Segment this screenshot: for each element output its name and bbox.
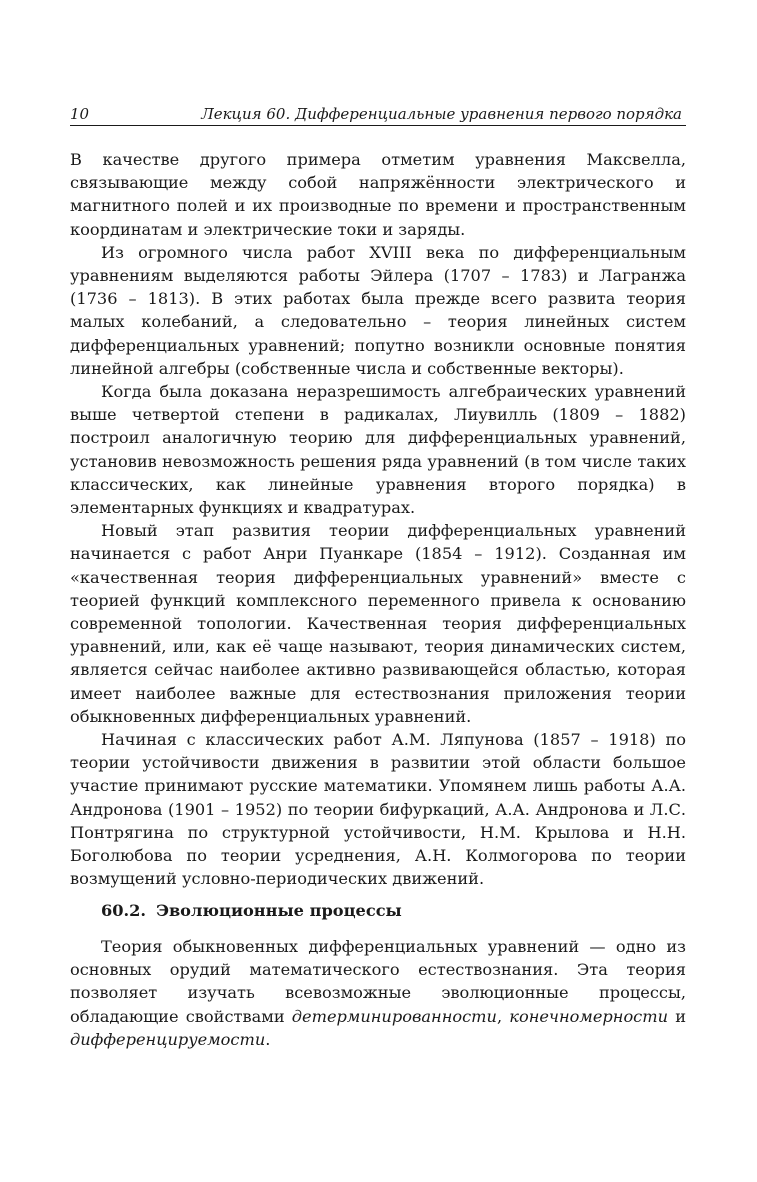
term-differentiability: дифференцируемости: [70, 1029, 266, 1049]
term-determinism: детерминированности: [291, 1006, 497, 1026]
term-finite-dimensionality: конечномерности: [509, 1006, 669, 1026]
paragraph: Когда была доказана неразрешимость алгебраических уравнений выше четвертой степени в радикалах, Лиувилль (1809 – 1882) построил аналогичную теорию для дифференциальных уравнений, установив невозможность решения ряда уравнений (в том числе таких классических, как линейные уравнения второго порядка) в элементарных функциях и квадратурах.: [70, 382, 686, 518]
body-text: [70, 148, 686, 891]
paragraph: Начиная с классических работ А.М. Ляпунова (1857 – 1918) по теории устойчивости движения в развитии этой области большое участие принимают русские математики. Упомянем лишь работы А.А. Андронова (1901 – 1952) по теории бифуркаций, А.А. Андронова и Л.С. Понтрягина по структурной устойчивости, Н.М. Крылова и Н.Н. Боголюбова по теории усреднения, А.Н. Колмогорова по теории возмущений условно-периодических движений.: [70, 730, 686, 889]
paragraph: Новый этап развития теории дифференциальных уравнений начинается с работ Анри Пуанкаре (1854 – 1912). Созданная им «качественная теория дифференциальных уравнений» вместе с теорией функций комплексного переменного привела к основанию современной топологии. Качественная теория дифференциальных уравнений, или, как её чаще называют, теория динамических систем, является сейчас наиболее активно развивающейся областью, которая имеет наиболее важные для естествознания приложения теории обыкновенных дифференциальных уравнений.: [70, 521, 686, 726]
separator: ,: [496, 1006, 510, 1026]
page-number: 10: [70, 105, 90, 123]
section-text-start: Теория обыкновенных дифференциальных уравнений — одно из основных орудий математического естествознания. Эта теория позволяет изучать всевозможные эволюционные процессы, обладающие свойствами: [70, 937, 686, 1026]
section-heading: [101, 899, 402, 922]
separator: и: [668, 1006, 686, 1026]
paragraph: Из огромного числа работ XVIII века по дифференциальным уравнениям выделяются работы Эйлера (1707 – 1783) и Лагранжа (1736 – 1813). В этих работах была прежде всего развита теория малых колебаний, а следовательно – теория линейных систем дифференциальных уравнений; попутно возникли основные понятия линейной алгебры (собственные числа и собственные векторы).: [70, 242, 686, 378]
running-header: [70, 103, 686, 126]
section-title: Эволюционные процессы: [156, 901, 402, 920]
section-text-end: .: [265, 1029, 271, 1049]
paragraph: [70, 935, 686, 1051]
section-number: 60.2.: [101, 901, 147, 920]
paragraph: В качестве другого примера отметим уравнения Максвелла, связывающие между собой напряжённости электрического и магнитного полей и их производные по времени и пространственным координатам и электрические токи и заряды.: [70, 150, 686, 239]
running-title: Лекция 60. Дифференциальные уравнения первого порядка: [201, 105, 682, 123]
section-text: [70, 935, 686, 1051]
